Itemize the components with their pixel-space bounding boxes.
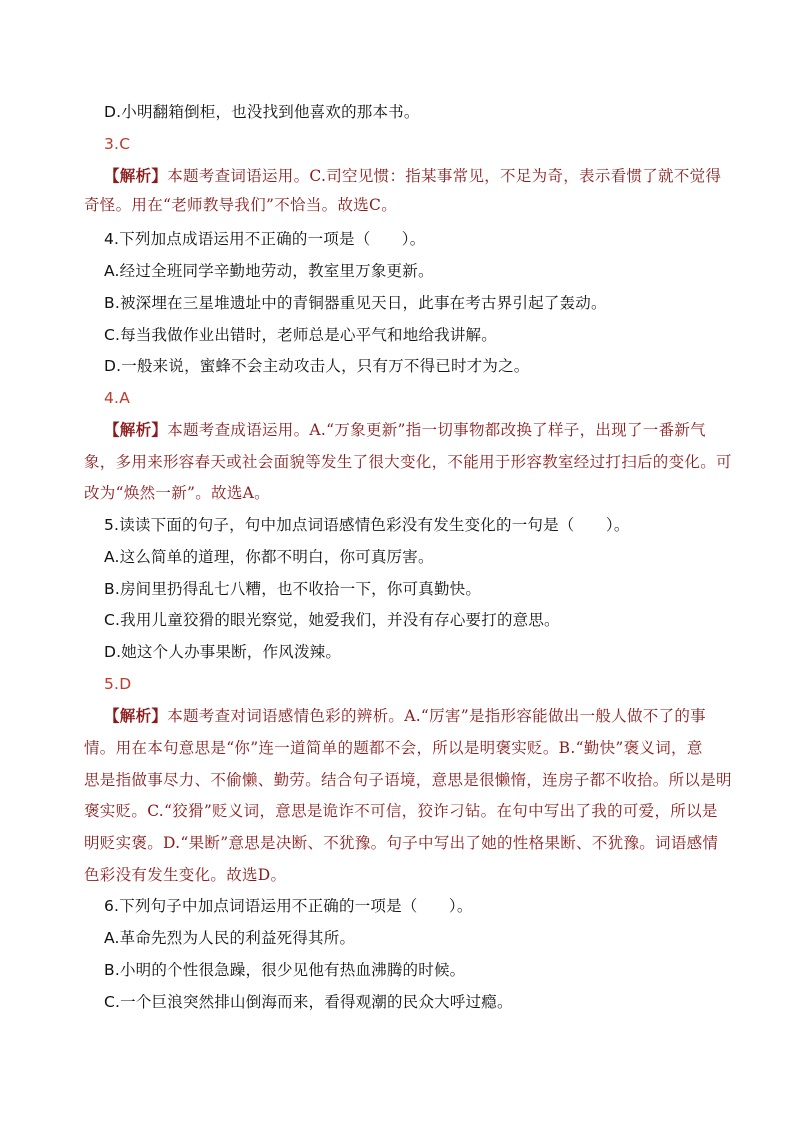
analysis-line: 情。用在本句意思是“你”连一道简单的题都不会，所以是明褒实贬。B.“勤快”褒义词，意 <box>84 739 703 757</box>
analysis-line: 本题考查对词语感情色彩的辨析。A.“厉害”是指形容能做出一般人做不了的事 <box>167 707 706 725</box>
q4-option-c: C.每当我做作业出错时，老师总是心平气和地给我讲解。 <box>104 326 497 344</box>
analysis-line: 明贬实褒。D.“果断”意思是决断、不犹豫。句子中写出了她的性格果断、不犹豫。词语感情 <box>84 834 719 852</box>
analysis-line: 改为“焕然一新”。故选A。 <box>84 484 270 502</box>
q5-option-d: D.她这个人办事果断，作风泼辣。 <box>104 643 342 661</box>
q6-option-c: C.一个巨浪突然排山倒海而来，看得观潮的民众大呼过瘾。 <box>104 993 513 1011</box>
analysis-line: 思是指做事尽力、不偷懒、勤劳。结合句子语境，意思是很懒惰，连房子都不收拾。所以是明 <box>84 771 732 789</box>
q4-stem: 4.下列加点成语运用不正确的一项是（ ）。 <box>104 230 426 248</box>
analysis-line: 奇怪。用在“老师教导我们”不恰当。故选C。 <box>84 196 398 214</box>
q5-option-b: B.房间里扔得乱七八糟，也不收拾一下，你可真勤快。 <box>104 580 482 598</box>
analysis-tag: 【解析】 <box>104 707 168 725</box>
analysis-tag: 【解析】 <box>104 167 168 185</box>
analysis-line: 色彩没有发生变化。故选D。 <box>84 866 287 884</box>
q6-option-b: B.小明的个性很急躁，很少见他有热血沸腾的时候。 <box>104 961 466 979</box>
q5-answer: 5.D <box>104 675 132 693</box>
q5-option-c: C.我用儿童狡猾的眼光察觉，她爱我们，并没有存心要打的意思。 <box>104 611 560 629</box>
analysis-line: 本题考查词语运用。C.司空见惯：指某事常见，不足为奇，表示看惯了就不觉得 <box>167 167 722 185</box>
q4-option-d: D.一般来说，蜜蜂不会主动攻击人，只有万不得已时才为之。 <box>104 357 530 375</box>
q4-option-a: A.经过全班同学辛勤地劳动，教室里万象更新。 <box>104 262 434 280</box>
analysis-tag: 【解析】 <box>104 421 168 439</box>
q5-stem: 5.读读下面的句子，句中加点词语感情色彩没有发生变化的一句是（ ）。 <box>104 516 630 534</box>
analysis-line: 褒实贬。C.“狡猾”贬义词，意思是诡诈不可信，狡诈刁钻。在句中写出了我的可爱，所以是 <box>84 802 718 820</box>
q5-option-a: A.这么简单的道理，你都不明白，你可真厉害。 <box>104 548 434 566</box>
q6-option-a: A.革命先烈为人民的利益死得其所。 <box>104 929 356 947</box>
q3-answer: 3.C <box>104 135 131 153</box>
analysis-line: 象，多用来形容春天或社会面貌等发生了很大变化，不能用于形容教室经过打扫后的变化。可 <box>84 453 732 471</box>
q4-option-b: B.被深埋在三星堆遗址中的青铜器重见天日，此事在考古界引起了轰动。 <box>104 294 607 312</box>
analysis-line: 本题考查成语运用。A.“万象更新”指一切事物都改换了样子，出现了一番新气 <box>167 421 706 439</box>
q6-stem: 6.下列句子中加点词语运用不正确的一项是（ ）。 <box>104 897 473 915</box>
q3-option-d: D.小明翻箱倒柜，也没找到他喜欢的那本书。 <box>104 103 420 121</box>
q4-answer: 4.A <box>104 389 130 407</box>
